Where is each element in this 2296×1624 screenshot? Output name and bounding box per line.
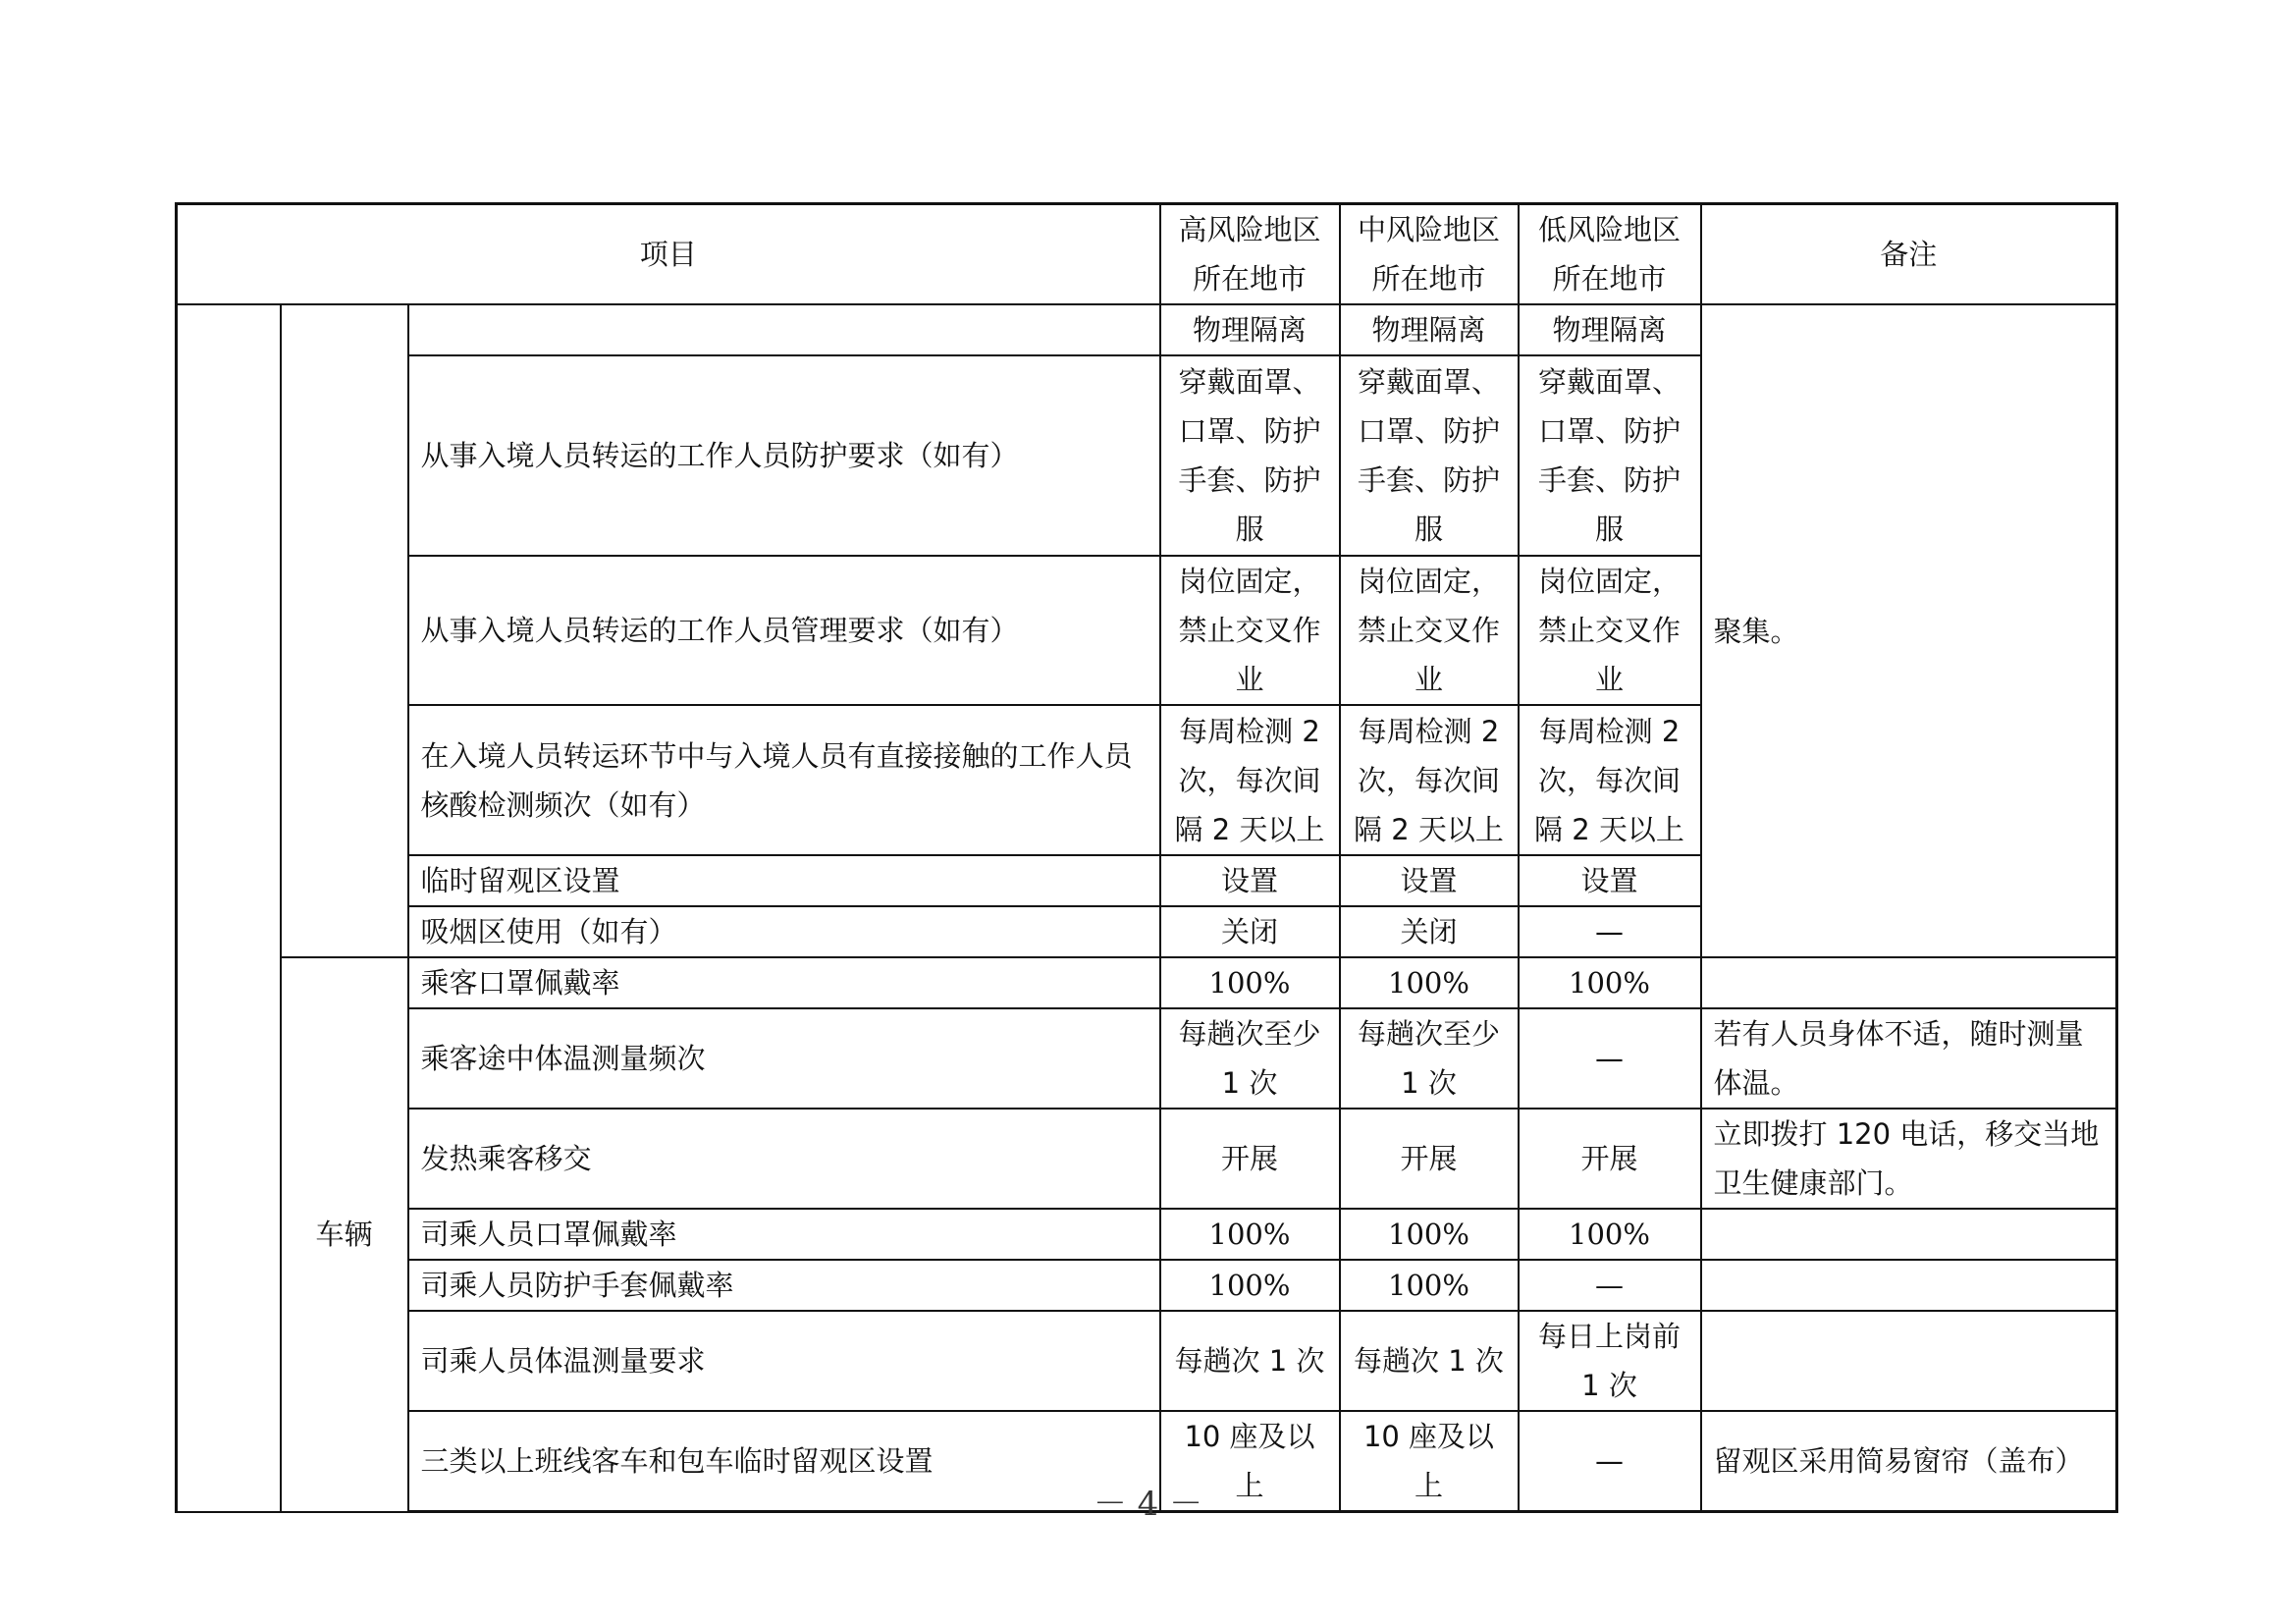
row-item: 从事入境人员转运的工作人员防护要求（如有） [408, 355, 1160, 556]
row-remark: 留观区采用简易窗帘（盖布） [1701, 1411, 2117, 1512]
row-high-value: 100% [1160, 1260, 1340, 1311]
header-mid-risk: 中风险地区所在地市 [1340, 204, 1519, 305]
header-row [177, 204, 2117, 305]
row-low-value: 每周检测 2 次，每次间隔 2 天以上 [1519, 705, 1701, 855]
row-high-value: 10 座及以上 [1160, 1411, 1340, 1512]
row-mid-value: 设置 [1340, 855, 1519, 906]
table-row [177, 304, 2117, 355]
row-low-value: 100% [1519, 957, 1701, 1008]
table-row [177, 1260, 2117, 1311]
row-mid-value: 10 座及以上 [1340, 1411, 1519, 1512]
subcategory-vehicle: 车辆 [281, 957, 408, 1512]
row-low-value: — [1519, 1008, 1701, 1109]
row-mid-value: 物理隔离 [1340, 304, 1519, 355]
page-number: － 4 － [1093, 1485, 1203, 1524]
row-high-value: 穿戴面罩、口罩、防护手套、防护服 [1160, 355, 1340, 556]
row-item: 乘客口罩佩戴率 [408, 957, 1160, 1008]
row-remark [1701, 1311, 2117, 1411]
requirements-table [175, 202, 2118, 1513]
row-low-value: 物理隔离 [1519, 304, 1701, 355]
table-row [177, 1209, 2117, 1260]
row-high-value: 关闭 [1160, 906, 1340, 957]
row-item: 在入境人员转运环节中与入境人员有直接接触的工作人员核酸检测频次（如有） [408, 705, 1160, 855]
row-high-value: 100% [1160, 957, 1340, 1008]
table-row [177, 957, 2117, 1008]
row-high-value: 每周检测 2 次，每次间隔 2 天以上 [1160, 705, 1340, 855]
row-high-value: 物理隔离 [1160, 304, 1340, 355]
row-remark: 若有人员身体不适，随时测量体温。 [1701, 1008, 2117, 1109]
row-mid-value: 穿戴面罩、口罩、防护手套、防护服 [1340, 355, 1519, 556]
row-mid-value: 每周检测 2 次，每次间隔 2 天以上 [1340, 705, 1519, 855]
row-remark [1701, 1209, 2117, 1260]
row-high-value: 设置 [1160, 855, 1340, 906]
station-remark: 聚集。 [1701, 304, 2117, 957]
table-row [177, 1109, 2117, 1209]
row-mid-value: 关闭 [1340, 906, 1519, 957]
row-low-value: 开展 [1519, 1109, 1701, 1209]
header-low-risk: 低风险地区所在地市 [1519, 204, 1701, 305]
table-row [177, 1311, 2117, 1411]
category-cell [177, 304, 281, 1512]
row-high-value: 每趟次至少 1 次 [1160, 1008, 1340, 1109]
row-mid-value: 每趟次至少 1 次 [1340, 1008, 1519, 1109]
row-item: 临时留观区设置 [408, 855, 1160, 906]
row-item: 三类以上班线客车和包车临时留观区设置 [408, 1411, 1160, 1512]
row-mid-value: 每趟次 1 次 [1340, 1311, 1519, 1411]
row-high-value: 每趟次 1 次 [1160, 1311, 1340, 1411]
row-item: 司乘人员体温测量要求 [408, 1311, 1160, 1411]
header-remark: 备注 [1701, 204, 2117, 305]
row-remark [1701, 1260, 2117, 1311]
table-row [177, 1008, 2117, 1109]
row-high-value: 岗位固定，禁止交叉作业 [1160, 556, 1340, 705]
row-mid-value: 100% [1340, 957, 1519, 1008]
row-remark [1701, 957, 2117, 1008]
row-mid-value: 开展 [1340, 1109, 1519, 1209]
row-low-value: 设置 [1519, 855, 1701, 906]
subcategory-cell-station [281, 304, 408, 957]
row-item: 司乘人员口罩佩戴率 [408, 1209, 1160, 1260]
header-item: 项目 [177, 204, 1160, 305]
row-low-value: 每日上岗前 1 次 [1519, 1311, 1701, 1411]
row-item: 乘客途中体温测量频次 [408, 1008, 1160, 1109]
row-mid-value: 100% [1340, 1209, 1519, 1260]
row-remark: 立即拨打 120 电话，移交当地卫生健康部门。 [1701, 1109, 2117, 1209]
row-item: 发热乘客移交 [408, 1109, 1160, 1209]
row-item: 吸烟区使用（如有） [408, 906, 1160, 957]
row-high-value: 开展 [1160, 1109, 1340, 1209]
row-low-value: 100% [1519, 1209, 1701, 1260]
header-high-risk: 高风险地区所在地市 [1160, 204, 1340, 305]
row-item [408, 304, 1160, 355]
row-low-value: — [1519, 1411, 1701, 1512]
row-mid-value: 岗位固定，禁止交叉作业 [1340, 556, 1519, 705]
row-low-value: — [1519, 1260, 1701, 1311]
row-high-value: 100% [1160, 1209, 1340, 1260]
row-low-value: — [1519, 906, 1701, 957]
row-item: 司乘人员防护手套佩戴率 [408, 1260, 1160, 1311]
row-low-value: 岗位固定，禁止交叉作业 [1519, 556, 1701, 705]
row-mid-value: 100% [1340, 1260, 1519, 1311]
row-low-value: 穿戴面罩、口罩、防护手套、防护服 [1519, 355, 1701, 556]
row-item: 从事入境人员转运的工作人员管理要求（如有） [408, 556, 1160, 705]
